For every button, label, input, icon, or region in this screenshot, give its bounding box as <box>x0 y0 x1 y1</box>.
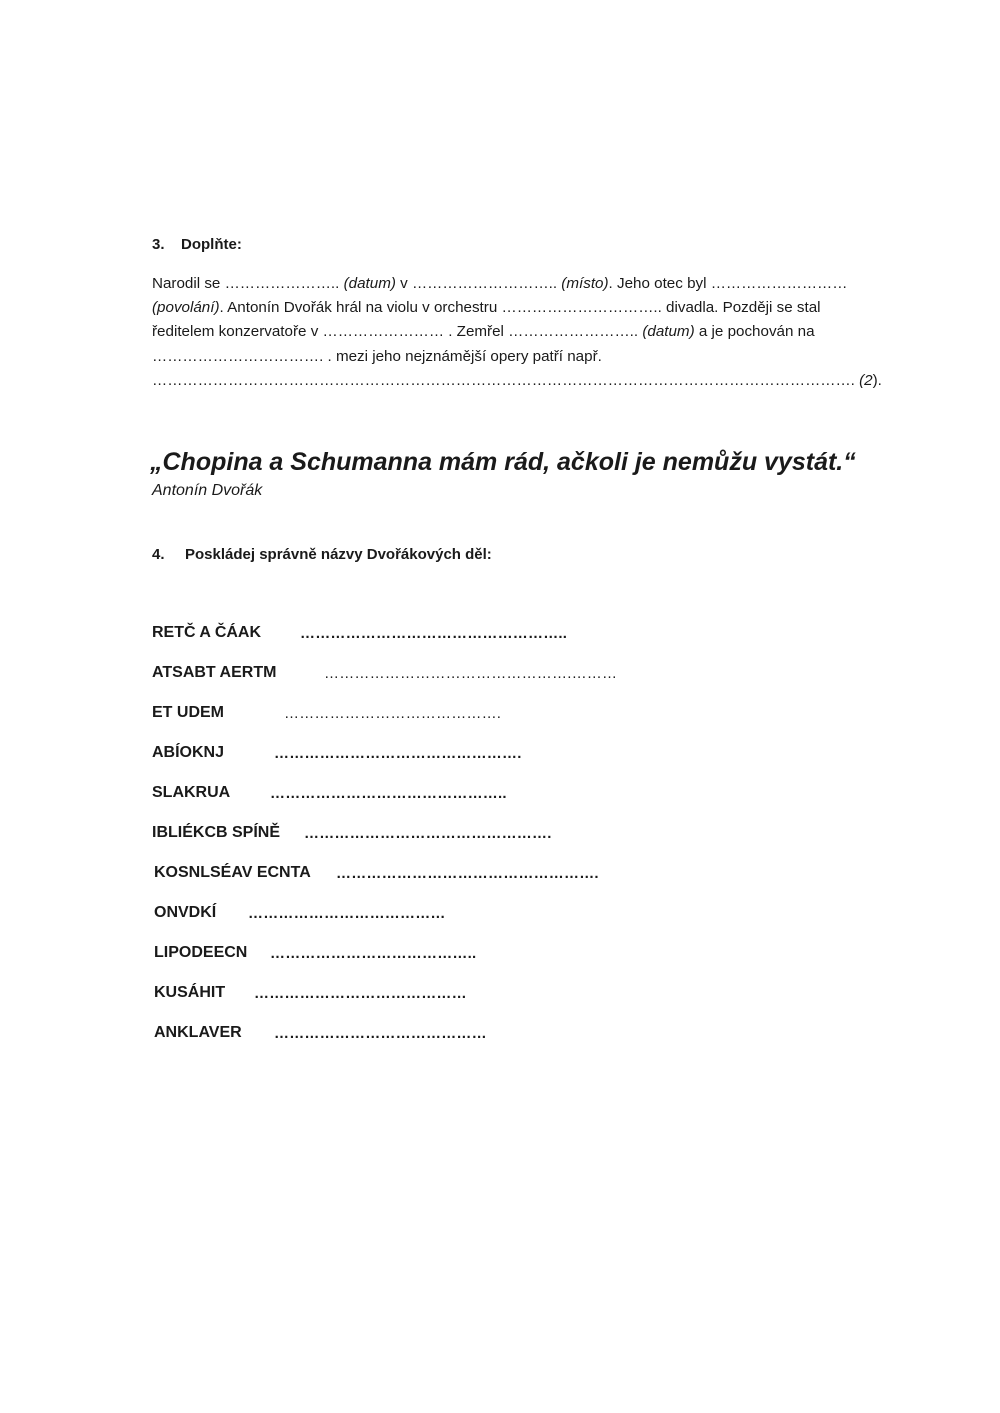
task3-number: 3. <box>152 236 165 253</box>
task3-title: Doplňte: <box>181 236 242 253</box>
task3-text: …………………………………………………………………………………………………………………………. <box>152 371 860 389</box>
anagram-word: IBLIÉKCB SPÍNĚ <box>152 824 281 841</box>
task4-number: 4. <box>152 546 165 563</box>
task3-text: Narodil se ………………….. <box>152 275 344 292</box>
task3-text: v ……………………….. <box>395 275 562 292</box>
anagram-word: LIPODEECN <box>154 944 248 961</box>
answer-blank: ……………………………………. <box>284 705 502 722</box>
anagram-word: ABÍOKNJ <box>152 744 225 761</box>
task4-title: Poskládej správně názvy Dvořákových děl: <box>185 546 492 563</box>
task3-hint: (datum) <box>642 323 695 341</box>
task3-hint: (datum) <box>343 275 396 292</box>
anagram-word: ET UDEM <box>152 704 224 721</box>
task3-text: a je pochován na <box>694 323 815 341</box>
answer-blank: …………………………………… <box>254 985 467 1002</box>
task3-heading <box>152 236 242 253</box>
answer-blank: ………………………………………….……… <box>324 665 618 682</box>
task3-text: . Jeho otec byl ……………………… <box>608 275 848 292</box>
answer-blank: ………………………………….. <box>270 945 477 962</box>
task3-text: ……………………………. . mezi jeho nejznámější opery patří např. <box>152 347 602 365</box>
anagram-word: ATSABT AERTM <box>152 664 277 681</box>
anagram-word: ANKLAVER <box>154 1024 242 1041</box>
answer-blank: ……………………………………………. <box>336 865 599 882</box>
anagram-word: KUSÁHIT <box>154 984 226 1001</box>
task3-text: . Antonín Dvořák hrál na violu v orchestru ………………………….. divadla. Později se stal <box>219 299 821 317</box>
quote-text: „Chopina a Schumanna mám rád, ačkoli je nemůžu vystát.“ <box>150 448 856 476</box>
task3-text: ředitelem konzervatoře v …………………… . Zemřel …………………….. <box>152 323 643 341</box>
anagram-word: RETČ A ČÁAK <box>152 624 262 641</box>
answer-blank: ………………………………… <box>248 905 446 922</box>
task3-hint: (místo) <box>561 275 609 292</box>
task3-line <box>152 296 872 320</box>
task4-heading <box>152 546 492 563</box>
answer-blank: …………………………………………….. <box>300 625 568 642</box>
answer-blank: …………………………………………. <box>304 825 552 842</box>
task3-hint: (2 <box>859 371 873 389</box>
task3-text: ). <box>872 371 882 389</box>
task3-line <box>152 320 872 344</box>
answer-blank: ……………………………………….. <box>270 785 507 802</box>
anagram-word: ONVDKÍ <box>154 904 217 921</box>
task3-line <box>152 272 872 296</box>
task3-paragraph <box>152 272 882 393</box>
task3-line <box>152 345 872 369</box>
answer-blank: …………………………………………. <box>274 745 522 762</box>
quote-author: Antonín Dvořák <box>152 482 263 499</box>
anagram-word: KOSNLSÉAV ECNTA <box>154 864 311 881</box>
anagram-word: SLAKRUA <box>152 784 231 801</box>
task3-hint: (povolání) <box>152 299 220 317</box>
task3-line <box>152 369 882 393</box>
answer-blank: …………………………………… <box>274 1025 487 1042</box>
